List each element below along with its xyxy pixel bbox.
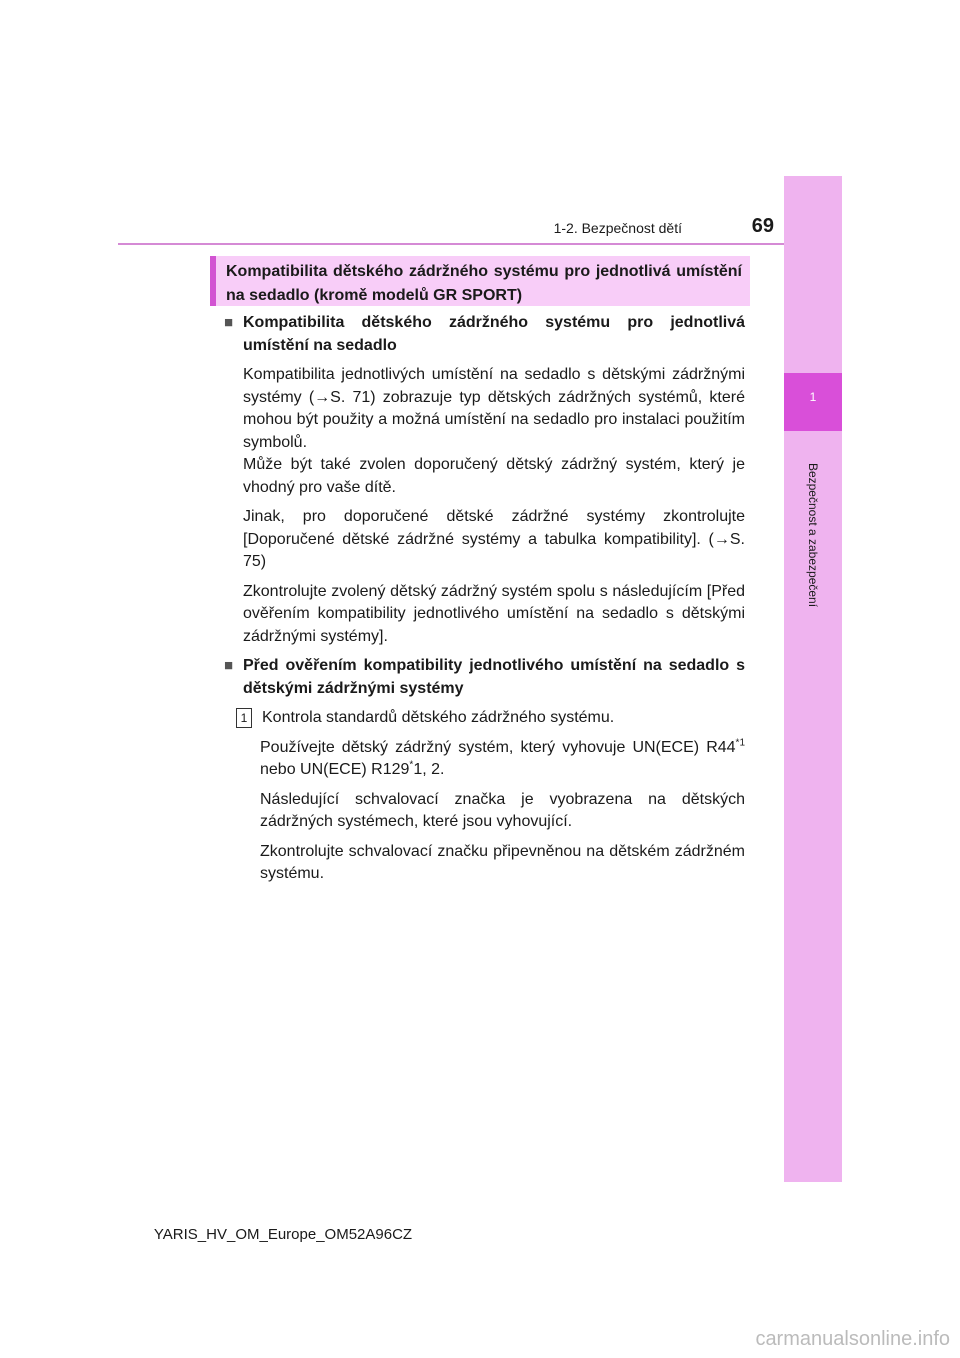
footnote-ref: * [409,759,414,771]
bullet-icon: ■ [224,314,234,331]
section2-heading [224,655,745,700]
section1-heading [224,312,745,357]
header-section: 1-2. Bezpečnost dětí [553,220,682,236]
footer-doc-id: YARIS_HV_OM_Europe_OM52A96CZ [153,1226,413,1243]
section1-para1-text: Kompatibilita jednotlivých umístění na sedadlo s dětskými zádržnými systémy (→S. 71) zobrazuje typ dětských zádržných systémů, které mohou být použity a možná umístění na sedadlo pro instalaci použitím symbolů. [243,366,745,451]
section2-para2: Následující schvalovací značka je vyobrazena na dětských zádržných systémech, které jsou vyhovující. [260,790,745,830]
section1-heading-text: Kompatibilita dětského zádržného systému pro jednotlivá umístění na sedadlo [243,314,745,354]
section1-para2: Jinak, pro doporučené dětské zádržné systémy zkontrolujte [Doporučené dětské zádržné systémy a tabulka kompatibility]. (→S. 75) [243,508,745,570]
step-text: Kontrola standardů dětského zádržného systému. [262,709,615,726]
side-tab [784,176,842,1182]
content [224,312,745,893]
side-tab-number: 1 [809,390,817,404]
section2-para1 [260,737,745,782]
step-number-badge: 1 [236,708,252,728]
header-rule [118,243,784,245]
footnote-ref: *1 [735,737,745,749]
section1-para3: Zkontrolujte zvolený dětský zádržný systém spolu s následujícím [Před ověřením kompatibility jednotlivého umístění na sedadlo s dětskými zádržnými systémy]. [243,582,745,645]
section2-para1-part-c: 1, 2. [413,761,445,778]
section-title-box: Kompatibilita dětského zádržného systému pro jednotlivá umístění na sedadlo (kromě modelů GR SPORT) [210,256,750,306]
bullet-icon: ■ [224,657,234,674]
page-number: 69 [751,215,774,237]
section2-heading-text: Před ověřením kompatibility jednotlivého umístění na sedadlo s dětskými zádržnými systémy [243,657,745,697]
section2-para3: Zkontrolujte schvalovací značku připevněnou na dětském zádržném systému. [260,842,745,882]
section2-para1-part-b: nebo UN(ECE) R129 [260,761,410,778]
section1-para1b-text: Může být také zvolen doporučený dětský zádržný systém, který je vhodný pro vaše dítě. [243,456,745,496]
section2-para1-part-a: Používejte dětský zádržný systém, který vyhovuje UN(ECE) R44 [260,738,736,756]
section1-para1 [243,364,745,499]
side-tab-label: Bezpečnost a zabezpečení [806,462,820,608]
watermark: carmanualsonline.info [755,1328,950,1350]
step-1 [236,707,745,730]
